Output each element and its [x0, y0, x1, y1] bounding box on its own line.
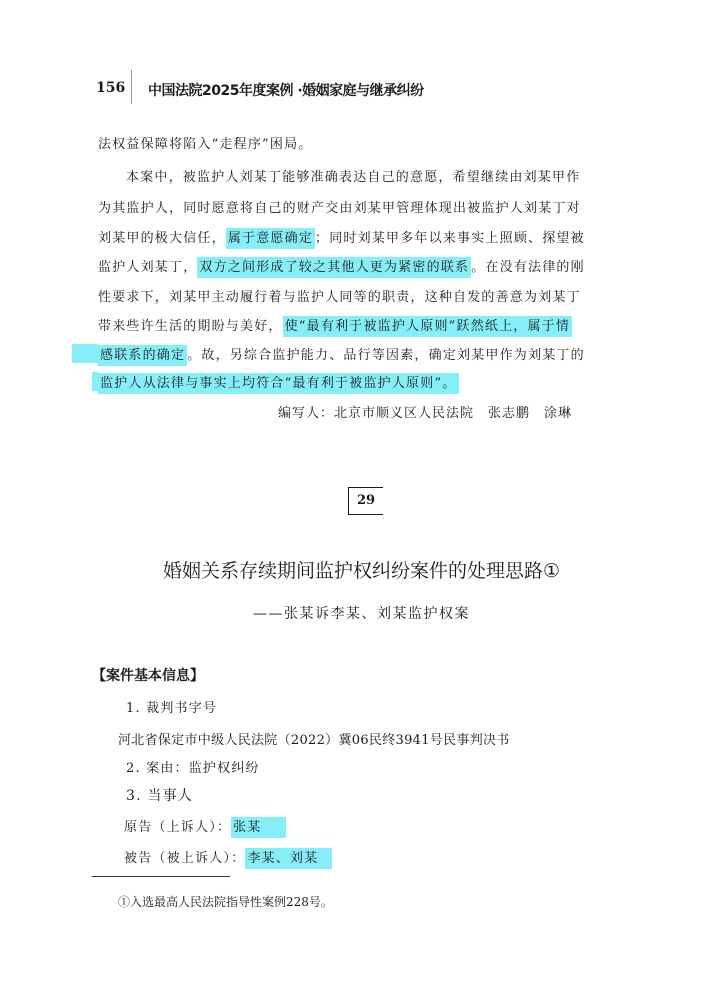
line-text: 性要求下，刘某甲主动履行着与监护人同等的职责，这种自发的善意为刘某丁 — [98, 290, 581, 305]
line-text-pre: 监护人刘某丁， — [98, 260, 198, 275]
header-divider — [131, 70, 132, 104]
line-text-pre: 带来些许生活的期盼与美好， — [98, 319, 283, 334]
highlight: 感联系的确定 — [98, 345, 187, 366]
case-subtitle: ——张某诉李某、刘某监护权案 — [253, 606, 470, 622]
highlight: 双方之间形成了较之其他人更为紧密的联系 — [197, 257, 471, 278]
line-text-post: ；同时刘某甲多年以来事实上照顾、探望被 — [315, 231, 585, 246]
line-text: 本案中，被监护人刘某丁能够准确表达自己的意愿，希望继续由刘某甲作 — [126, 170, 581, 185]
line-text: 为其监护人，同时愿意将自己的财产交由刘某甲管理体现出被监护人刘某丁对 — [98, 201, 581, 216]
case-number: 29 — [356, 493, 376, 508]
highlight: 使“最有利于被监护人原则”跃然纸上，属于情 — [283, 316, 573, 337]
info-item-1-label: 1. 裁判书字号 — [126, 701, 218, 716]
highlight: 监护人从法律与事实上均符合“最有利于被监护人原则”。 — [98, 373, 459, 394]
plaintiff-label: 原告（上诉人）： — [124, 820, 232, 835]
info-item-3-label: 3. 当事人 — [126, 788, 194, 804]
defendant-row — [124, 847, 332, 866]
footnote: ①入选最高人民法院指导性案例228号。 — [118, 895, 333, 909]
info-item-1-value: 河北省保定市中级人民法院（2022）冀06民终3941号民事判决书 — [118, 733, 510, 748]
body-line-5 — [98, 256, 585, 275]
line-text-post: 。在没有法律的刚 — [471, 260, 585, 275]
body-line-2 — [126, 166, 580, 185]
body-line-8 — [72, 344, 585, 363]
body-line-4 — [98, 227, 585, 246]
info-heading: 【案件基本信息】 — [92, 668, 204, 684]
defendant-value: 李某、刘某 — [245, 848, 332, 869]
plaintiff-row — [124, 816, 286, 835]
book-title: 中国法院2025年度案例 ·婚姻家庭与继承纠纷 — [148, 83, 424, 99]
case-title: 婚姻关系存续期间监护权纠纷案件的处理思路① — [162, 560, 561, 582]
line-text-post: 。故，另综合监护能力、品行等因素，确定刘某甲作为刘某丁的 — [187, 348, 585, 363]
footnote-divider — [92, 876, 230, 877]
body-line-6 — [98, 286, 581, 305]
body-line-1 — [98, 133, 313, 152]
defendant-label: 被告（被上诉人）： — [124, 851, 246, 866]
highlight: 属于意愿确定 — [226, 228, 315, 249]
line-text-pre: 刘某甲的极大信任， — [98, 231, 226, 246]
page-number: 156 — [96, 80, 126, 96]
author-line: 编写人：北京市顺义区人民法院 张志鹏 涂琳 — [278, 406, 573, 421]
body-line-9 — [92, 372, 459, 391]
case-number-box — [348, 487, 383, 515]
line-text: 法权益保障将陷入“走程序”困局。 — [98, 137, 313, 152]
body-line-7 — [98, 315, 572, 334]
info-item-2: 2. 案由：监护权纠纷 — [126, 761, 260, 776]
body-line-3 — [98, 197, 581, 216]
plaintiff-value: 张某 — [231, 817, 285, 838]
